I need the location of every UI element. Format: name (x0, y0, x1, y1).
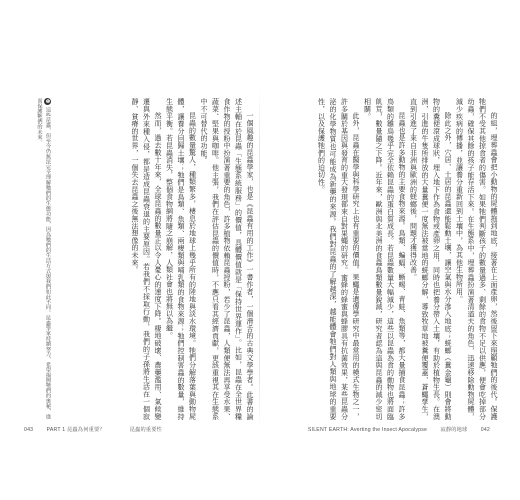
left-page-footer (24, 426, 162, 433)
left-paragraph-2: 昆蟲的數量驚人，種類繁多，棲息於地球上幾乎所有的陸地與淡水環境。牠們分解落葉與動物屍體，讓養分回歸土壤；牠們是鳥類、魚類、兩棲類與哺乳類的食物來源；牠們控制害蟲的數量，維持生態平衡。若昆蟲消失，整個食物網將隨之崩解，人類社會也將無以為繼。 (165, 98, 197, 420)
running-title-zh: 寂靜的地球 (440, 427, 468, 433)
left-paragraph-3: 然而，過去數十年來，全球昆蟲的數量正以令人憂心的速度下降。棲地破壞、農藥濫用、氣候變遷與外來種入侵，都是造成昆蟲衰退的主要原因。若我們不採取行動，我們的子孫將生活在一個寂靜、貧瘠的世界，一個失去昆蟲之後無法想像的未來。 (131, 98, 162, 420)
left-page-number: 043 (24, 427, 34, 433)
right-page-footer (308, 426, 490, 433)
part-title: 昆蟲為何重要？ (67, 427, 105, 433)
right-page (266, 98, 499, 420)
left-page (22, 98, 255, 420)
right-page-number: 042 (480, 427, 490, 433)
right-paragraph-4: 此外，昆蟲在醫學與科學研究上也有重要的價值。果蠅是遺傳學研究中最常用的模式生物之一，許多關於基因與發育的重大發現都來自對果蠅的研究。蜜蜂的蜂蜜與蜂膠具有抗菌效果，某些昆蟲分泌的化學物質也可能成為新藥的來源。我們對昆蟲的了解越深，越能體會牠們對人類與地球的重要性，以及保護牠們的迫切性。 (317, 98, 360, 420)
running-title: SILENT EARTH: Averting the Insect Apocalypse (307, 427, 428, 433)
right-paragraph-3: 昆蟲也是許多動物的主要食物來源。鳥類、蝙蝠、蜥蜴、青蛙、魚類等，都大量捕食昆蟲；許多鳥類的雛鳥幾乎完全依賴昆蟲的蛋白質成長。若昆蟲數量大幅減少，這些以昆蟲為食的動物也將面臨飢荒，數量隨之下降。近年來，歐洲與北美洲的食蟲鳥類數量銳減，研究者認為這與昆蟲的減少密切相關。 (363, 98, 406, 420)
footnote-marker: ❶ (45, 98, 51, 105)
footnote-text: 這些昆蟲，但至今仍無法完全理解牠們的生態功能，因為牠們的生活方式與我們如此不同。昆蟲學家持續努力，希望揭開牠們的奧秘，進而保護牠們的未來。 (36, 98, 51, 419)
right-paragraph-2: 除此之外，穴居、土居的昆蟲還能鬆動土壤，讓空氣與水分滲入地底；蜣螂（糞金龜）則會將動物的糞便滾成球狀，埋入地下作為食物或產卵之用，同時也把養分帶入土壤，有助於植物生長。在澳洲，引進的牛隻所排放的大量糞便一度無法被當地的蜣螂分解，導致牧草地被糞便覆蓋、蒼蠅孳生，直到引進了來自非洲與歐洲的蜣螂後，問題才獲得改善。 (409, 98, 452, 420)
left-body-text (105, 98, 255, 420)
left-paragraph-1: 一個風趣的昆蟲學家，也是《昆蟲有用的工作》一書作者，一個滑舌的古典文學學者。此書的論述主軸在於昆蟲「生態系統服務」的價值，具體價值就是「保持世界運作」。比如，昆蟲在全世界糧食作物的授粉中扮演著重要的角色，許多植物依賴昆蟲授粉，若少了昆蟲，人類便無法再享受水果、蔬菜、堅果與咖啡。他主張，我們在評估昆蟲的價值時，不應只看其經濟貢獻，更該重視其在生態系中不可替代的功能。 (200, 98, 254, 420)
part-label: PART 1 (46, 427, 66, 433)
book-gutter (259, 90, 260, 430)
chapter-title: 昆蟲的重要性 (129, 427, 163, 433)
right-paragraph-1: 的組，埋葬蟲會把小動物的屍體拖到地底，接著在上面產卵，然後留下來照顧牠們的後代。保護牠們不受其他掠食者的傷害。如果牠們判斷孩子的數量過多、剩餘的食物不足以供應，便會吃掉部分幼蟲，確保其餘的孩子能存活下來。在生態系中，埋葬蟲扮演著清道夫的角色，迅速移除動物屍體，減少疾病的傳播，並讓養分重新回到土壤中，為其他生物所用。 (455, 98, 498, 420)
right-body-text (273, 98, 499, 420)
footnote (22, 98, 52, 420)
